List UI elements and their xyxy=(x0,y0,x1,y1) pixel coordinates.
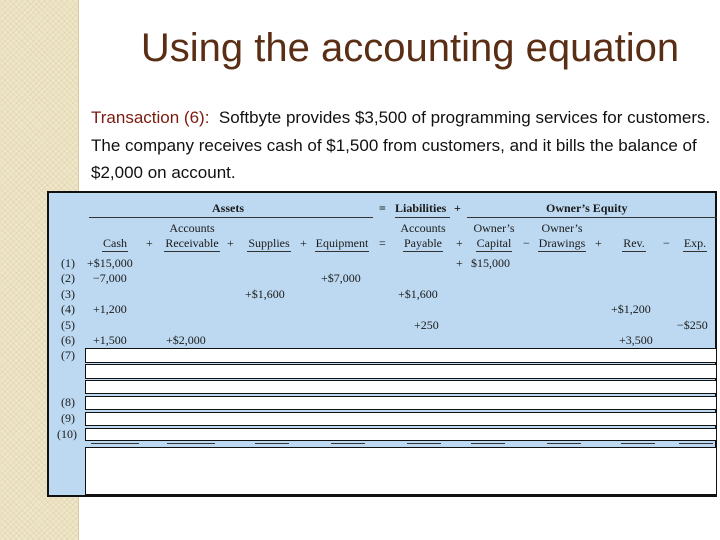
payable-top-line: Accounts xyxy=(400,221,446,235)
total-rule xyxy=(679,443,713,444)
hidden-row-mask xyxy=(85,380,717,394)
capital-top-line: Owner’s xyxy=(473,221,515,235)
total-rule xyxy=(167,443,215,444)
transaction-description xyxy=(91,104,716,187)
cell-supplies: +$1,600 xyxy=(245,287,285,301)
column-accounts-receivable: Receivable xyxy=(165,236,219,250)
total-rule xyxy=(621,443,655,444)
cell-payable: +$1,600 xyxy=(398,287,438,301)
cell-revenue: +3,500 xyxy=(619,333,653,347)
hidden-row-mask xyxy=(85,396,717,410)
hidden-row-mask xyxy=(85,364,717,379)
row-label: (10) xyxy=(57,427,77,441)
assets-header: Assets xyxy=(212,201,244,215)
column-supplies: Supplies xyxy=(248,236,290,250)
cell-expense: −$250 xyxy=(677,318,708,332)
column-owners-drawings: Drawings xyxy=(538,236,586,250)
column-owners-capital: Capital xyxy=(476,236,512,250)
column-equipment: Equipment xyxy=(315,236,369,250)
cell-cash: +1,500 xyxy=(93,333,127,347)
total-rule xyxy=(407,443,441,444)
row-label: (3) xyxy=(61,287,75,301)
liabilities-header: Liabilities xyxy=(395,201,447,215)
hidden-row-mask xyxy=(85,428,717,441)
cell-receivable: +$2,000 xyxy=(166,333,206,347)
receivable-top-line: Accounts xyxy=(169,221,215,235)
column-expense: Exp. xyxy=(683,236,707,250)
equals-sign-header: = xyxy=(379,201,386,215)
total-rule xyxy=(547,443,581,444)
cell-cash: −7,000 xyxy=(93,271,127,285)
total-rule xyxy=(331,443,365,444)
cell-payable: +250 xyxy=(414,318,439,332)
row-label: (8) xyxy=(61,395,75,409)
transaction-label: Transaction (6): xyxy=(91,108,210,127)
cell-capital-sign: + xyxy=(456,256,463,270)
column-accounts-payable: Payable xyxy=(404,236,442,250)
total-rule xyxy=(91,443,139,444)
row-label: (4) xyxy=(61,302,75,316)
row-label: (6) xyxy=(61,333,75,347)
hidden-totals-mask xyxy=(85,447,717,495)
operator-minus: − xyxy=(523,236,530,250)
row-label: (5) xyxy=(61,318,75,332)
cell-capital: $15,000 xyxy=(471,256,510,270)
assets-underline xyxy=(89,217,373,218)
cell-cash: +$15,000 xyxy=(87,256,133,270)
cell-revenue: +$1,200 xyxy=(611,302,651,316)
total-rule xyxy=(255,443,289,444)
drawings-top-line: Owner’s xyxy=(541,221,583,235)
total-rule xyxy=(471,443,505,444)
hidden-row-mask xyxy=(85,348,717,363)
owners-equity-underline xyxy=(467,217,717,218)
row-label: (9) xyxy=(61,411,75,425)
row-label: (2) xyxy=(61,271,75,285)
owners-equity-header: Owner’s Equity xyxy=(546,201,628,215)
operator-plus: + xyxy=(227,236,234,250)
operator-plus: + xyxy=(595,236,602,250)
plus-sign-header: + xyxy=(454,201,461,215)
liabilities-underline xyxy=(395,217,450,218)
operator-plus: + xyxy=(300,236,307,250)
hidden-row-mask xyxy=(85,412,717,426)
row-label: (1) xyxy=(61,256,75,270)
operator-minus: − xyxy=(663,236,670,250)
transaction-text: Softbyte provides $3,500 of programming services for customers. The company receives cash of $1,500 from customers, and it bills the balance of $2,000 on account. xyxy=(91,108,711,182)
slide-title: Using the accounting equation xyxy=(140,26,680,70)
accounting-equation-table xyxy=(47,191,717,497)
operator-plus: + xyxy=(456,236,463,250)
column-cash: Cash xyxy=(103,236,127,250)
cell-cash: +1,200 xyxy=(93,302,127,316)
column-revenue: Rev. xyxy=(623,236,645,250)
row-label: (7) xyxy=(61,348,75,362)
cell-equipment: +$7,000 xyxy=(321,271,361,285)
operator-plus: + xyxy=(146,236,153,250)
operator-equals: = xyxy=(379,236,386,250)
